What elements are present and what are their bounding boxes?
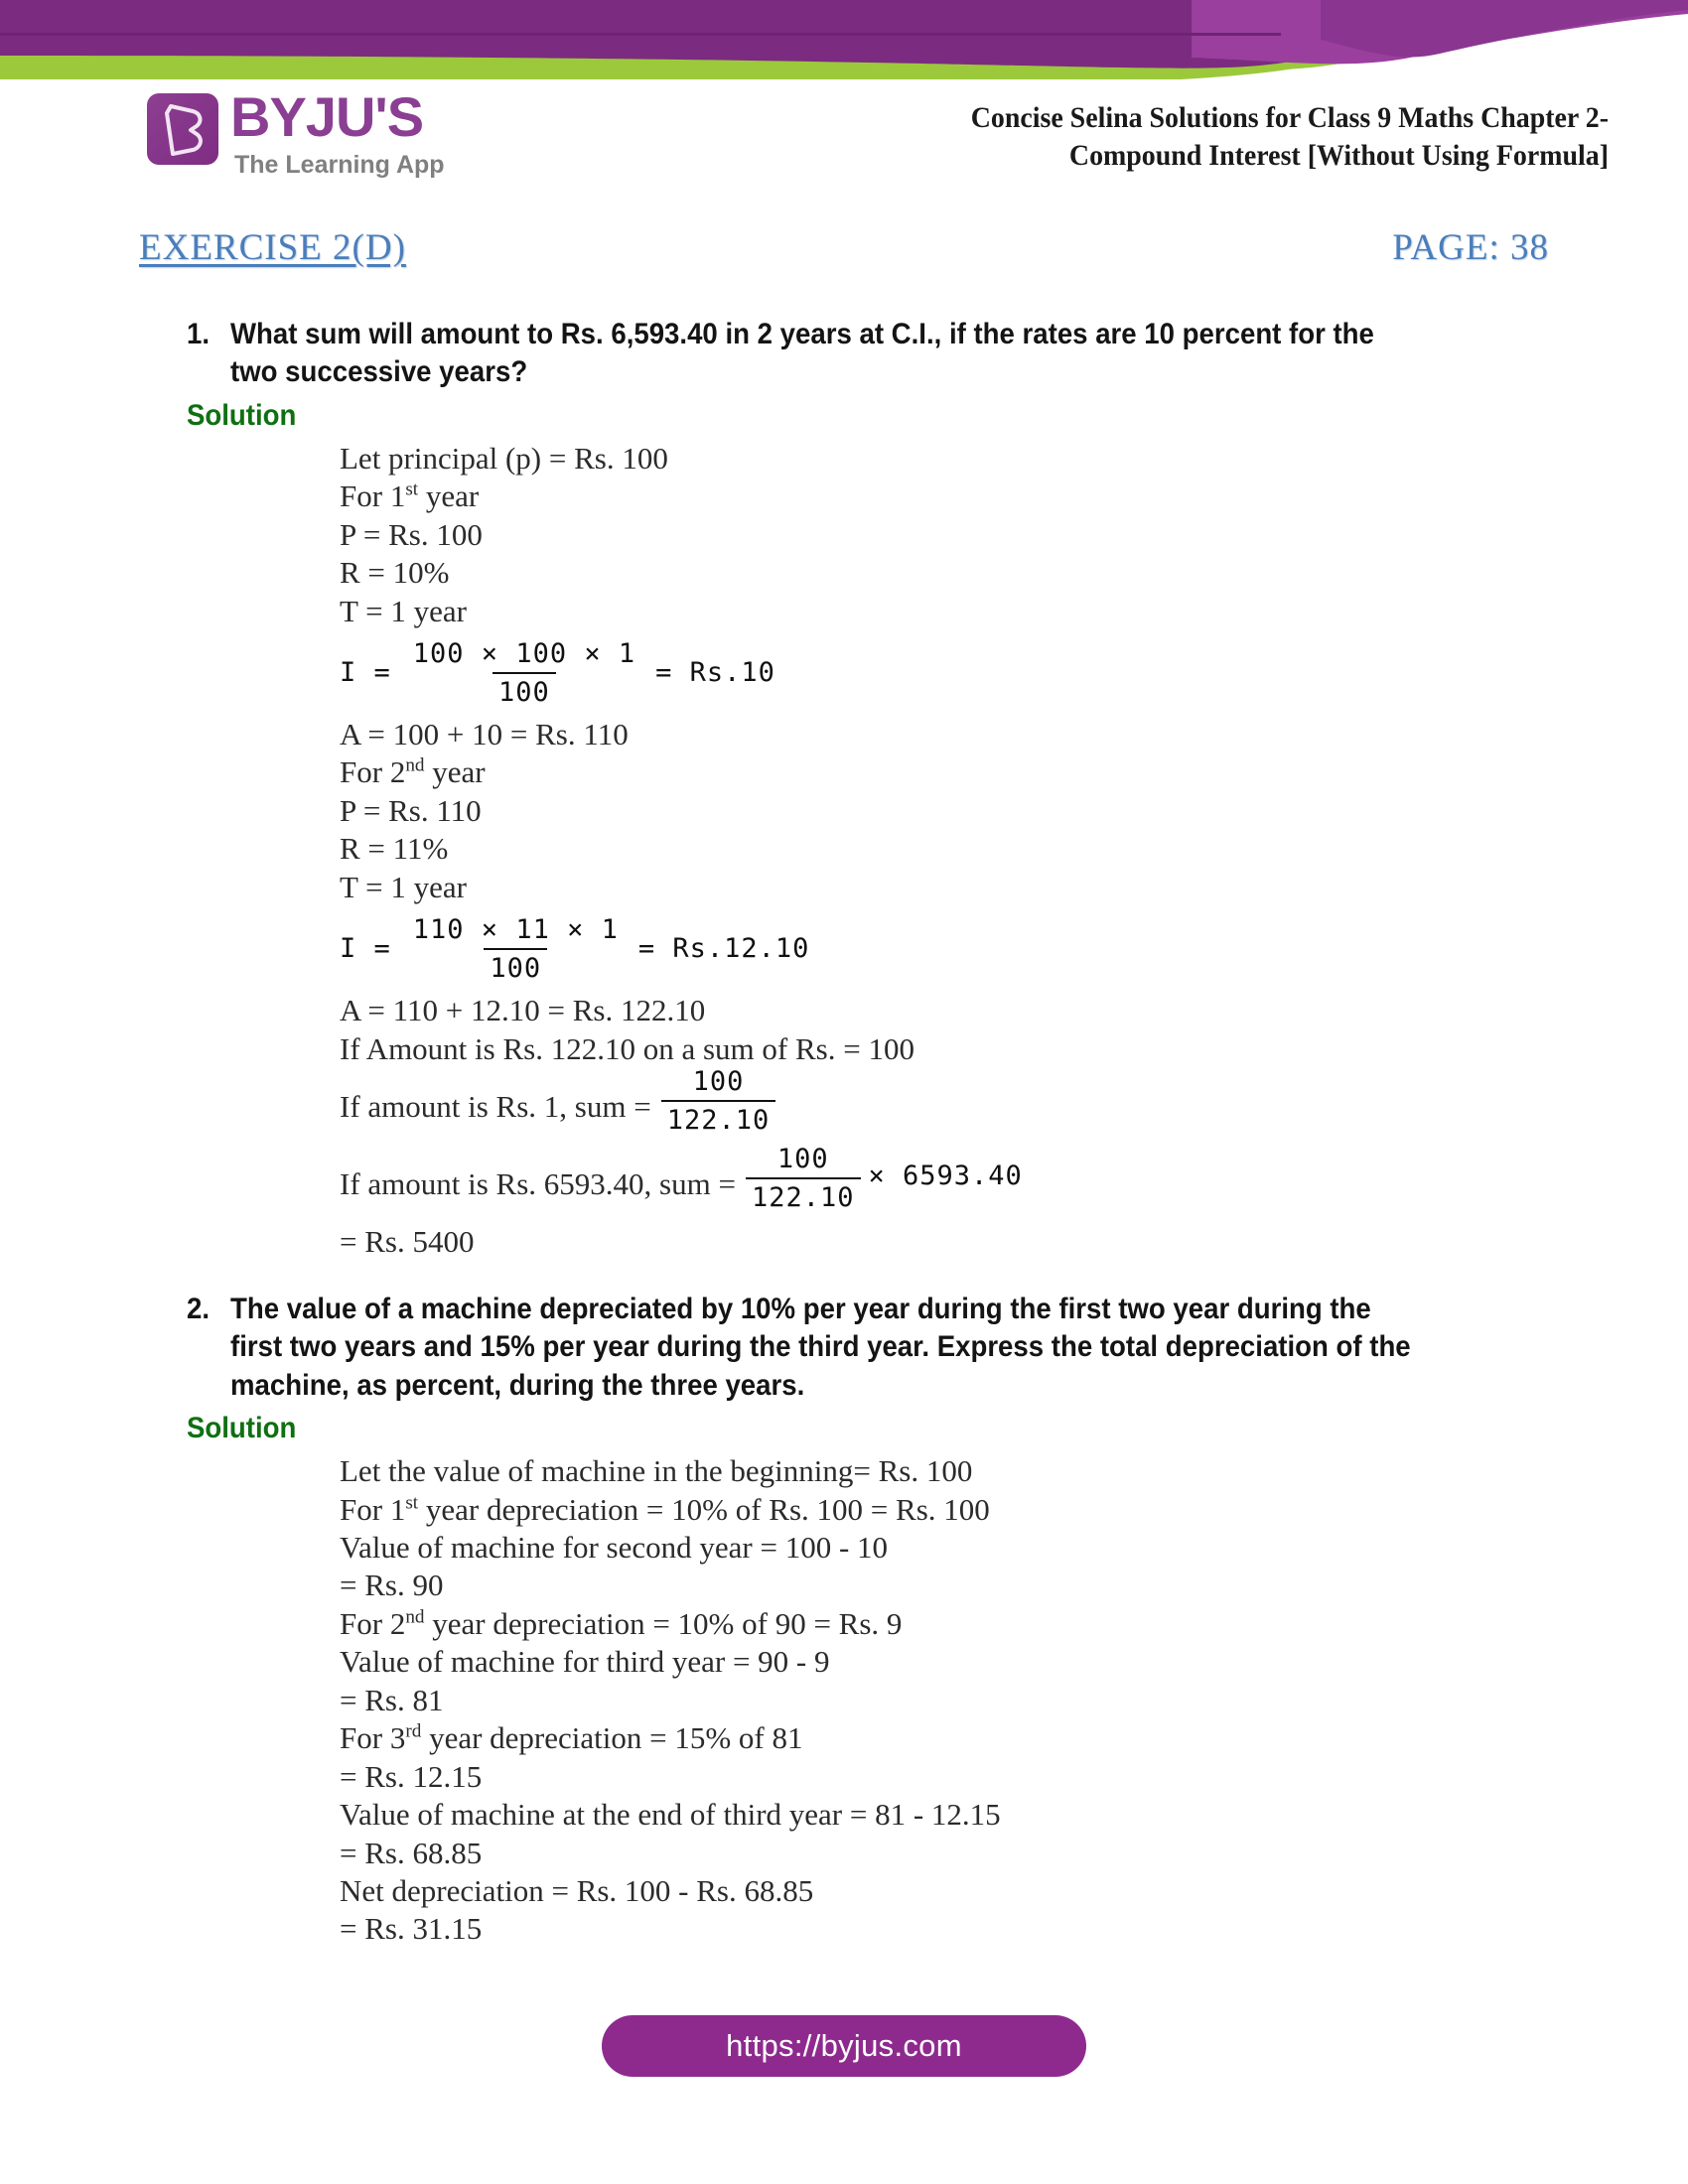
question-block-1 bbox=[0, 316, 1688, 1261]
formula-4-numerator: 100 bbox=[776, 1143, 829, 1174]
ordinal-suffix: st bbox=[405, 478, 419, 500]
document-title bbox=[759, 99, 1609, 176]
question-1-number: 1. bbox=[187, 318, 211, 350]
formula-4 bbox=[340, 1143, 1688, 1223]
solution-line: A = 110 + 12.10 = Rs. 122.10 bbox=[340, 993, 706, 1028]
question-1-text: What sum will amount to Rs. 6,593.40 in 2 years at C.I., if the rates are 10 percent for the two successive years? bbox=[230, 318, 1374, 389]
solution-line: Let the value of machine in the beginning= Rs. 100 bbox=[340, 1453, 973, 1489]
solution-body-1 bbox=[340, 440, 1688, 1262]
solution-line: = Rs. 90 bbox=[340, 1568, 444, 1603]
formula-1-result: = Rs.10 bbox=[655, 657, 775, 689]
byjus-wordmark: BYJU'S bbox=[230, 85, 424, 148]
formula-1 bbox=[340, 630, 1688, 716]
formula-4-fraction bbox=[746, 1143, 861, 1215]
formula-4-tail: × 6593.40 bbox=[868, 1160, 1023, 1192]
formula-1-fraction bbox=[407, 637, 641, 710]
solution-line: For 3rd year depreciation = 15% of 81 bbox=[340, 1720, 803, 1756]
exercise-link[interactable]: EXERCISE 2(D) bbox=[139, 227, 406, 268]
page-number-label: PAGE: 38 bbox=[1392, 227, 1549, 268]
ordinal-suffix: nd bbox=[405, 1606, 425, 1628]
formula-3-prefix: If amount is Rs. 1, sum = bbox=[340, 1088, 651, 1124]
solution-body-2 bbox=[340, 1452, 1688, 1949]
solution-line: = Rs. 12.15 bbox=[340, 1758, 483, 1794]
formula-2-lead: I = bbox=[340, 933, 391, 965]
question-block-2 bbox=[0, 1291, 1688, 1949]
formula-1-denominator: 100 bbox=[492, 672, 556, 709]
solution-line: If Amount is Rs. 122.10 on a sum of Rs. = 100 bbox=[340, 1030, 914, 1066]
solution-line: Let principal (p) = Rs. 100 bbox=[340, 440, 668, 476]
ordinal-suffix: rd bbox=[405, 1720, 422, 1742]
formula-1-numerator: 100 × 100 × 1 bbox=[412, 637, 636, 669]
solution-heading-1: Solution bbox=[187, 398, 297, 432]
solution-line: = Rs. 81 bbox=[340, 1682, 444, 1717]
formula-3-denominator: 122.10 bbox=[661, 1100, 776, 1137]
question-2-row bbox=[0, 1291, 1688, 1405]
header-banner bbox=[0, 0, 1688, 79]
byjus-url-button[interactable]: https://byjus.com bbox=[602, 2015, 1086, 2077]
byjus-logo-mark bbox=[147, 93, 218, 165]
solution-line: For 2nd year depreciation = 10% of 90 = Rs. 9 bbox=[340, 1605, 903, 1641]
solution-line: T = 1 year bbox=[340, 593, 467, 628]
question-2-text: The value of a machine depreciated by 10% per year during the first two year during the first two years and 15% per year during the third year. Express the total depreciation of the machine, as percent, during the three years. bbox=[230, 1293, 1411, 1402]
byjus-tagline: The Learning App bbox=[234, 151, 445, 179]
solution-line: = Rs. 31.15 bbox=[340, 1911, 483, 1947]
ordinal-suffix: st bbox=[405, 1492, 419, 1514]
solution-line: = Rs. 5400 bbox=[340, 1224, 475, 1260]
question-1-row bbox=[0, 316, 1688, 392]
formula-3-fraction bbox=[661, 1065, 776, 1138]
solution-line: = Rs. 68.85 bbox=[340, 1835, 483, 1870]
byjus-logo bbox=[147, 85, 445, 201]
solution-line: For 1st year depreciation = 10% of Rs. 100 = Rs. 100 bbox=[340, 1491, 990, 1527]
ordinal-suffix: nd bbox=[405, 755, 425, 777]
solution-line: R = 11% bbox=[340, 831, 449, 867]
solution-line: P = Rs. 110 bbox=[340, 792, 482, 828]
solution-line: R = 10% bbox=[340, 555, 450, 591]
solution-line: A = 100 + 10 = Rs. 110 bbox=[340, 716, 629, 751]
formula-2-denominator: 100 bbox=[484, 948, 547, 985]
formula-2 bbox=[340, 906, 1688, 992]
solution-line: Net depreciation = Rs. 100 - Rs. 68.85 bbox=[340, 1872, 814, 1908]
solution-line: Value of machine for second year = 100 - 10 bbox=[340, 1530, 889, 1566]
solution-line: For 1st year bbox=[340, 478, 480, 514]
formula-1-lead: I = bbox=[340, 657, 391, 689]
solution-line: P = Rs. 100 bbox=[340, 516, 483, 552]
solution-heading-2: Solution bbox=[187, 1412, 297, 1445]
solution-line: Value of machine for third year = 90 - 9 bbox=[340, 1644, 830, 1680]
formula-3 bbox=[340, 1065, 1688, 1146]
document-title-line-2: Compound Interest [Without Using Formula] bbox=[1068, 139, 1609, 173]
formula-2-fraction bbox=[407, 913, 625, 986]
solution-line: T = 1 year bbox=[340, 869, 467, 904]
solution-line: For 2nd year bbox=[340, 754, 486, 790]
formula-3-numerator: 100 bbox=[692, 1065, 745, 1097]
document-title-line-1: Concise Selina Solutions for Class 9 Maths Chapter 2- bbox=[970, 101, 1609, 134]
formula-4-prefix: If amount is Rs. 6593.40, sum = bbox=[340, 1165, 736, 1201]
formula-2-numerator: 110 × 11 × 1 bbox=[412, 913, 619, 945]
question-2-number: 2. bbox=[187, 1293, 211, 1325]
solution-line: Value of machine at the end of third year = 81 - 12.15 bbox=[340, 1797, 1001, 1833]
formula-4-denominator: 122.10 bbox=[746, 1177, 861, 1214]
formula-2-result: = Rs.12.10 bbox=[637, 933, 810, 965]
